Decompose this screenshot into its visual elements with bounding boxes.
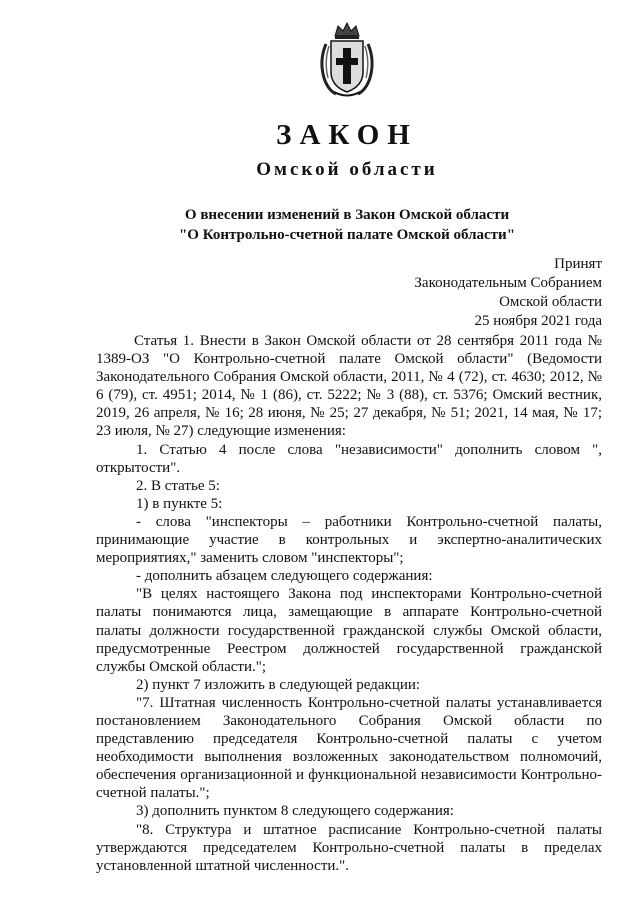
adoption-line: Принят [554, 256, 602, 272]
coat-of-arms-icon [316, 20, 378, 100]
amendment-item: 1. Статью 4 после слова "независимости" дополнить словом ", открытости". [96, 441, 602, 476]
quoted-text: "8. Структура и штатное расписание Контрольно-счетной палаты утверждаются председателем Контрольно-счетной палаты в пределах установленной штатной численности.". [96, 821, 602, 874]
document-subtitle: Омской области [256, 159, 438, 180]
adoption-date: 25 ноября 2021 года [474, 313, 602, 329]
article-intro: Статья 1. Внести в Закон Омской области от 28 сентября 2011 года № 1389-ОЗ "О Контрольно-счетной палате Омской области" (Ведомости Законодательного Собрания Омской области, 2011, № 4 (72), ст. 4630; 2012, № 6 (79), ст. 4951; 2014, № 1 (86), ст. 5222; № 3 (88), ст. 5376; Омский вестник, 2019, 26 апреля, № 16; 28 июня, № 25; 27 декабря, № 51; 2021, 14 мая, № 17; 23 июля, № 27) следующие изменения: [96, 333, 602, 440]
quoted-text: "В целях настоящего Закона под инспекторами Контрольно-счетной палаты понимаются лица, замещающие в аппарате Контрольно-счетной палаты должности государственной гражданской службы Омской области, предусмотренные Реестром должностей государственной гражданской службы Омской области."; [96, 586, 602, 675]
amendment-subitem: 3) дополнить пунктом 8 следующего содержания: [136, 803, 454, 820]
law-title-line-2: "О Контрольно-счетной палате Омской области" [178, 227, 516, 243]
amendment-subitem: 1) в пункте 5: [136, 495, 223, 512]
law-title-line-1: О внесении изменений в Закон Омской области [184, 207, 510, 223]
adoption-line: Законодательным Собранием [414, 275, 602, 291]
document-title: ЗАКОН [276, 119, 418, 151]
adoption-block [414, 255, 602, 331]
quoted-text: "7. Штатная численность Контрольно-счетной палаты устанавливается постановлением Законодательного Собрания Омской области по представлению председателя Контрольно-счетной палаты с учетом необходимости выполнения возложенных законодательством полномочий, обеспечения организационной и функциональной независимости Контрольно-счетной палаты."; [96, 694, 602, 802]
adoption-line: Омской области [499, 294, 602, 310]
amendment-subitem: 2) пункт 7 изложить в следующей редакции: [136, 676, 421, 693]
amendment-paragraph: - дополнить абзацем следующего содержания: [136, 568, 433, 585]
amendment-item: 2. В статье 5: [136, 477, 220, 494]
amendment-paragraph: - слова "инспекторы – работники Контрольно-счетной палаты, принимающие участие в контрольных и экспертно-аналитических мероприятиях," заменить словом "инспекторы"; [96, 513, 602, 567]
article-body [96, 332, 602, 875]
